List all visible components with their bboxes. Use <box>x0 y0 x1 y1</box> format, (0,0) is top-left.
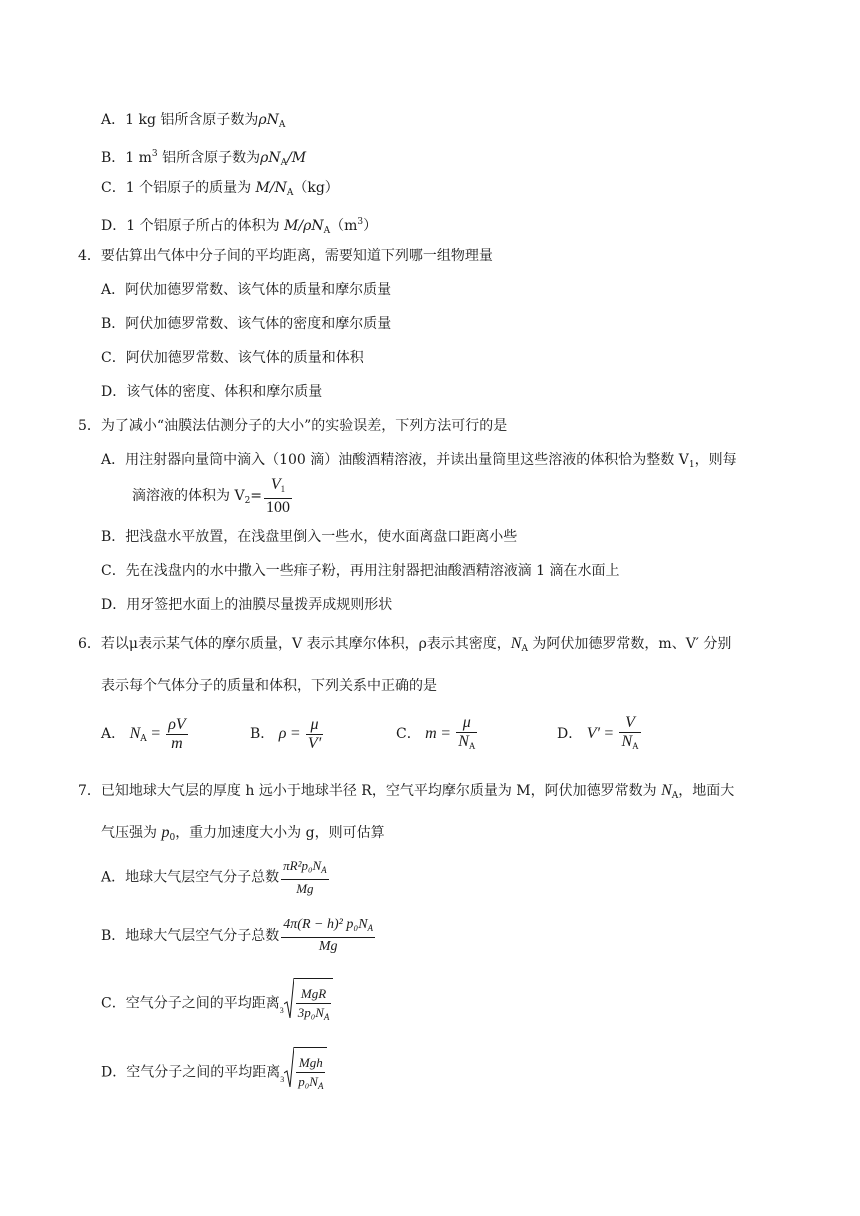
q4-option-a: A．阿伏加德罗常数、该气体的质量和摩尔质量 <box>101 282 392 298</box>
q7-stem-line2: 气压强为 $p_0$，重力加速度大小为 g，则可估算 <box>101 824 385 843</box>
q5-fraction: $\frac{V_1}{100}$ <box>266 475 291 516</box>
q5-option-c: C．先在浅盘内的水中撒入一些痱子粉，再用注射器把油酸酒精溶液滴 1 滴在水面上 <box>101 563 620 579</box>
q6-option-d: D． V′ = $\frac{V}{N_A}$ <box>557 713 639 751</box>
q7-option-d: D．空气分子之间的平均距离 3 $\frac{\text{Mgh}}{p_0N_A}$ <box>101 1047 327 1098</box>
cube-root: 3 $\frac{\text{MgR}}{3p_0N_A}$ <box>280 978 334 1029</box>
q6-option-c: C． m = $\frac{\mu}{N_A}$ <box>396 713 476 751</box>
q4-stem: 4．要估算出气体中分子间的平均距离，需要知道下列哪一组物理量 <box>78 248 493 264</box>
q6-stem-line2: 表示每个气体分子的质量和体积，下列关系中正确的是 <box>101 678 437 694</box>
radical-sign-icon <box>284 1047 294 1087</box>
q5-stem: 5．为了减小“油膜法估测分子的大小”的实验误差，下列方法可行的是 <box>78 418 508 434</box>
q5-option-a-line2: 滴溶液的体积为 $V_2=$ $\frac{V_1}{100}$ <box>132 475 291 516</box>
q4-option-c: C．阿伏加德罗常数、该气体的质量和体积 <box>101 350 364 366</box>
q7-option-b: B．地球大气层空气分子总数 $\frac{4\pi(R - h)^2 p_0N_A}{Mg}$ <box>101 917 374 954</box>
q5-option-a-line1: A．用注射器向量筒中滴入（100 滴）油酸酒精溶液，并读出量筒里这些溶液的体积恰为整数 $V_1$，则每 <box>101 452 737 470</box>
q5-option-b: B．把浅盘水平放置，在浅盘里倒入一些水，使水面离盘口距离小些 <box>101 529 518 545</box>
q6-stem-line1: 6．若以μ表示某气体的摩尔质量，V 表示其摩尔体积，ρ表示其密度，$N_A$ 为阿伏加德罗常数，m、V′ 分别 <box>78 635 732 654</box>
q6-option-a: A． $N_A$ = $\frac{\rho V}{m}$ <box>101 715 186 752</box>
cube-root: 3 $\frac{\text{Mgh}}{p_0N_A}$ <box>280 1047 327 1098</box>
q7-stem-line1: 7．已知地球大气层的厚度 h 远小于地球半径 R，空气平均摩尔质量为 M，阿伏加德罗常数为 $N_A$，地面大 <box>78 782 735 801</box>
q4-option-b: B．阿伏加德罗常数、该气体的密度和摩尔质量 <box>101 316 392 332</box>
q3-option-a: A．1 kg 铝所含原子数为$\rho N_A$ <box>101 112 286 130</box>
q7-option-c: C．空气分子之间的平均距离 3 $\frac{\text{MgR}}{3p_0N_A}$ <box>101 978 333 1029</box>
q5-option-d: D．用牙签把水面上的油膜尽量拨弄成规则形状 <box>101 597 393 613</box>
q3-option-b: B．1 $m^3$ 铝所含原子数为$\rho N_A/M$ <box>101 149 307 168</box>
q7-option-a: A．地球大气层空气分子总数 $\frac{\pi R^2p_0N_A}{Mg}$ <box>101 858 327 896</box>
q3-option-d: D．1 个铝原子所占的体积为 $M/\rho N_A(m^3)$ <box>101 217 378 236</box>
q4-option-d: D．该气体的密度、体积和摩尔质量 <box>101 384 323 400</box>
radical-sign-icon <box>284 978 294 1018</box>
q3-option-c: C．1 个铝原子的质量为 $M/N_A(kg)$ <box>101 180 339 198</box>
q6-option-b: B． ρ = $\frac{\mu}{V'}$ <box>250 715 322 752</box>
